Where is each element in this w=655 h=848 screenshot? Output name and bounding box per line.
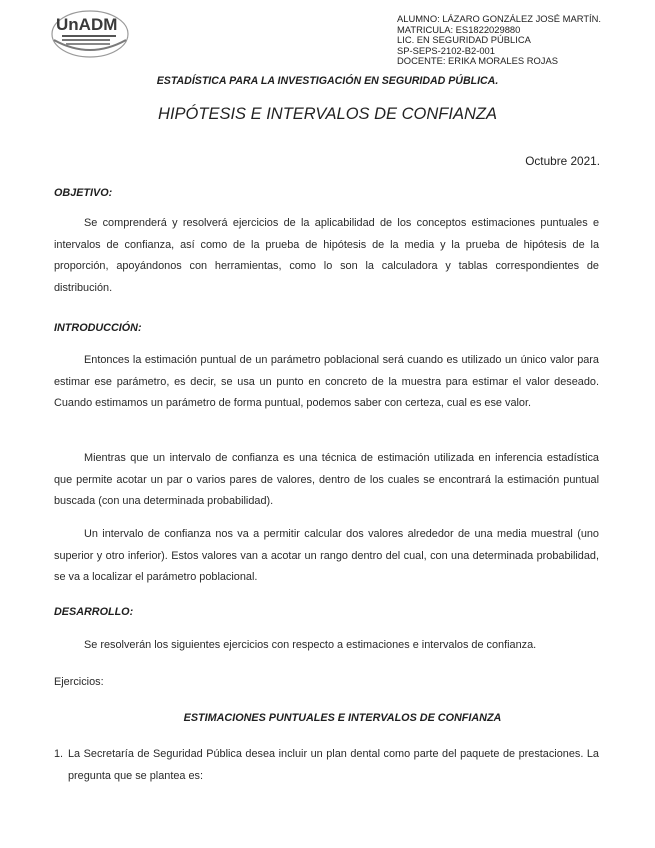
group-code: SP-SEPS-2102-B2-001 bbox=[397, 44, 495, 56]
development-heading: DESARROLLO: bbox=[54, 606, 134, 618]
degree-program: LIC. EN SEGURIDAD PÚBLICA bbox=[397, 34, 531, 46]
introduction-paragraph-3 bbox=[54, 524, 599, 589]
introduction-paragraph-1 bbox=[54, 350, 599, 415]
introduction-text-2: Mientras que un intervalo de confianza es una técnica de estimación utilizada en inferencia estadística que permite acotar un par o varios pares de valores, dentro de los cuales se encontrará la estimación puntual buscada (con una determinada probabilidad). bbox=[54, 452, 599, 507]
unadm-logo bbox=[50, 8, 130, 58]
svg-text:UnADM: UnADM bbox=[56, 15, 118, 34]
introduction-text-3: Un intervalo de confianza nos va a permitir calcular dos valores alrededor de una media muestral (uno superior y otro inferior). Estos valores van a acotar un rango dentro del cual, con una determinada probabilidad, se va a localizar el parámetro poblacional. bbox=[54, 528, 599, 583]
development-paragraph bbox=[54, 635, 599, 657]
document-title: HIPÓTESIS E INTERVALOS DE CONFIANZA bbox=[158, 105, 497, 123]
subsection-title: ESTIMACIONES PUNTUALES E INTERVALOS DE CONFIANZA bbox=[183, 712, 502, 724]
introduction-text-1: Entonces la estimación puntual de un parámetro poblacional será cuando es utilizado un único valor para estimar ese parámetro, es decir, se usa un punto en concreto de la muestra para estimar el valor deseado. Cuando estimamos un parámetro de forma puntual, podemos saber con certeza, cual es ese valor. bbox=[54, 354, 599, 409]
teacher-name: DOCENTE: ERIKA MORALES ROJAS bbox=[397, 55, 558, 67]
list-item bbox=[54, 744, 599, 787]
development-text: Se resolverán los siguientes ejercicios con respecto a estimaciones e intervalos de confianza. bbox=[84, 639, 537, 651]
course-title: ESTADÍSTICA PARA LA INVESTIGACIÓN EN SEGURIDAD PÚBLICA. bbox=[156, 75, 499, 87]
introduction-heading: INTRODUCCIÓN: bbox=[54, 322, 142, 334]
objective-text: Se comprenderá y resolverá ejercicios de la aplicabilidad de los conceptos estimaciones puntuales e intervalos de confianza, así como de la prueba de hipótesis de la media y la prueba de hipótesis de la proporción, apoyándonos con herramientas, como lo son la calculadora y tablas correspondientes de distribución. bbox=[54, 217, 599, 294]
enrollment-number: MATRICULA: ES1822029880 bbox=[397, 23, 521, 35]
exercises-label: Ejercicios: bbox=[54, 676, 104, 688]
document-date: Octubre 2021. bbox=[525, 154, 600, 168]
objective-paragraph bbox=[54, 213, 599, 299]
student-name: ALUMNO: LÁZARO GONZÁLEZ JOSÉ MARTÍN. bbox=[397, 13, 602, 24]
list-item-text: La Secretaría de Seguridad Pública desea incluir un plan dental como parte del paquete de prestaciones. La pregunta que se plantea es: bbox=[68, 748, 599, 782]
unadm-logo-icon bbox=[50, 8, 130, 58]
student-info bbox=[397, 14, 647, 67]
introduction-paragraph-2 bbox=[54, 448, 599, 513]
objective-heading: OBJETIVO: bbox=[54, 187, 113, 199]
list-item-number: 1. bbox=[54, 748, 64, 760]
